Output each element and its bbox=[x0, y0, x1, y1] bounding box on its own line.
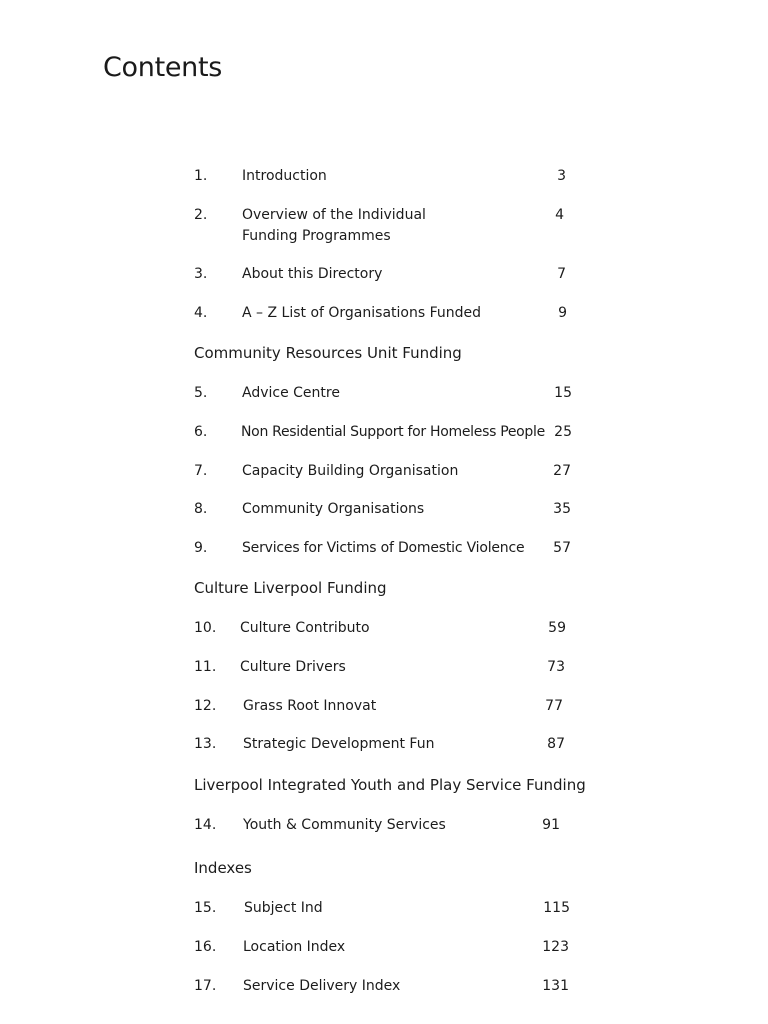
entry-number: 13. bbox=[194, 736, 217, 752]
entry-number: 12. bbox=[194, 698, 217, 714]
section-heading: Culture Liverpool Funding bbox=[194, 579, 387, 597]
entry-title: Services for Victims of Domestic Violence bbox=[242, 540, 525, 556]
entry-page-number: 4 bbox=[555, 207, 564, 223]
entry-number: 14. bbox=[194, 817, 217, 833]
entry-title: Youth & Community Services bbox=[243, 817, 446, 833]
entry-page-number: 115 bbox=[543, 900, 570, 916]
section-heading: Indexes bbox=[194, 859, 252, 877]
entry-number: 7. bbox=[194, 463, 208, 479]
entry-number: 8. bbox=[194, 501, 208, 517]
entry-title: Advice Centre bbox=[242, 385, 340, 401]
entry-title: Culture Drivers bbox=[240, 659, 346, 675]
entry-title: Culture Contributo bbox=[240, 620, 370, 636]
entry-number: 10. bbox=[194, 620, 217, 636]
entry-title: Subject Ind bbox=[244, 900, 323, 916]
entry-number: 17. bbox=[194, 978, 217, 994]
section-heading: Liverpool Integrated Youth and Play Service Funding bbox=[194, 776, 586, 794]
entry-page-number: 91 bbox=[542, 817, 560, 833]
entry-page-number: 73 bbox=[547, 659, 565, 675]
entry-number: 15. bbox=[194, 900, 217, 916]
entry-number: 3. bbox=[194, 266, 208, 282]
entry-page-number: 87 bbox=[547, 736, 565, 752]
entry-page-number: 77 bbox=[545, 698, 563, 714]
entry-page-number: 123 bbox=[542, 939, 569, 955]
entry-title: About this Directory bbox=[242, 266, 383, 282]
entry-number: 4. bbox=[194, 305, 208, 321]
entry-title: A – Z List of Organisations Funded bbox=[242, 305, 481, 321]
entry-page-number: 59 bbox=[548, 620, 566, 636]
entry-title: Location Index bbox=[243, 939, 346, 955]
entry-title: Capacity Building Organisation bbox=[242, 463, 459, 479]
entry-title: Service Delivery Index bbox=[243, 978, 401, 994]
entry-title: Introduction bbox=[242, 168, 327, 184]
entry-number: 16. bbox=[194, 939, 217, 955]
entry-page-number: 7 bbox=[557, 266, 566, 282]
entry-title: Community Organisations bbox=[242, 501, 425, 517]
section-heading: Community Resources Unit Funding bbox=[194, 344, 462, 362]
entry-page-number: 9 bbox=[558, 305, 567, 321]
page-title: Contents bbox=[103, 52, 223, 83]
entry-page-number: 3 bbox=[557, 168, 566, 184]
entry-page-number: 15 bbox=[554, 385, 572, 401]
entry-number: 9. bbox=[194, 540, 208, 556]
entry-title: Strategic Development Fun bbox=[243, 736, 435, 752]
entry-title: Overview of the Individual Funding Programmes bbox=[242, 207, 426, 244]
entry-number: 1. bbox=[194, 168, 208, 184]
entry-title: Non Residential Support for Homeless People bbox=[241, 424, 545, 440]
entry-page-number: 131 bbox=[542, 978, 569, 994]
entry-page-number: 57 bbox=[553, 540, 571, 556]
entry-page-number: 27 bbox=[553, 463, 571, 479]
entry-number: 2. bbox=[194, 207, 208, 223]
entry-page-number: 35 bbox=[553, 501, 571, 517]
entry-page-number: 25 bbox=[554, 424, 572, 440]
entry-number: 6. bbox=[194, 424, 208, 440]
entry-title: Grass Root Innovat bbox=[243, 698, 377, 714]
entry-number: 5. bbox=[194, 385, 208, 401]
entry-number: 11. bbox=[194, 659, 217, 675]
